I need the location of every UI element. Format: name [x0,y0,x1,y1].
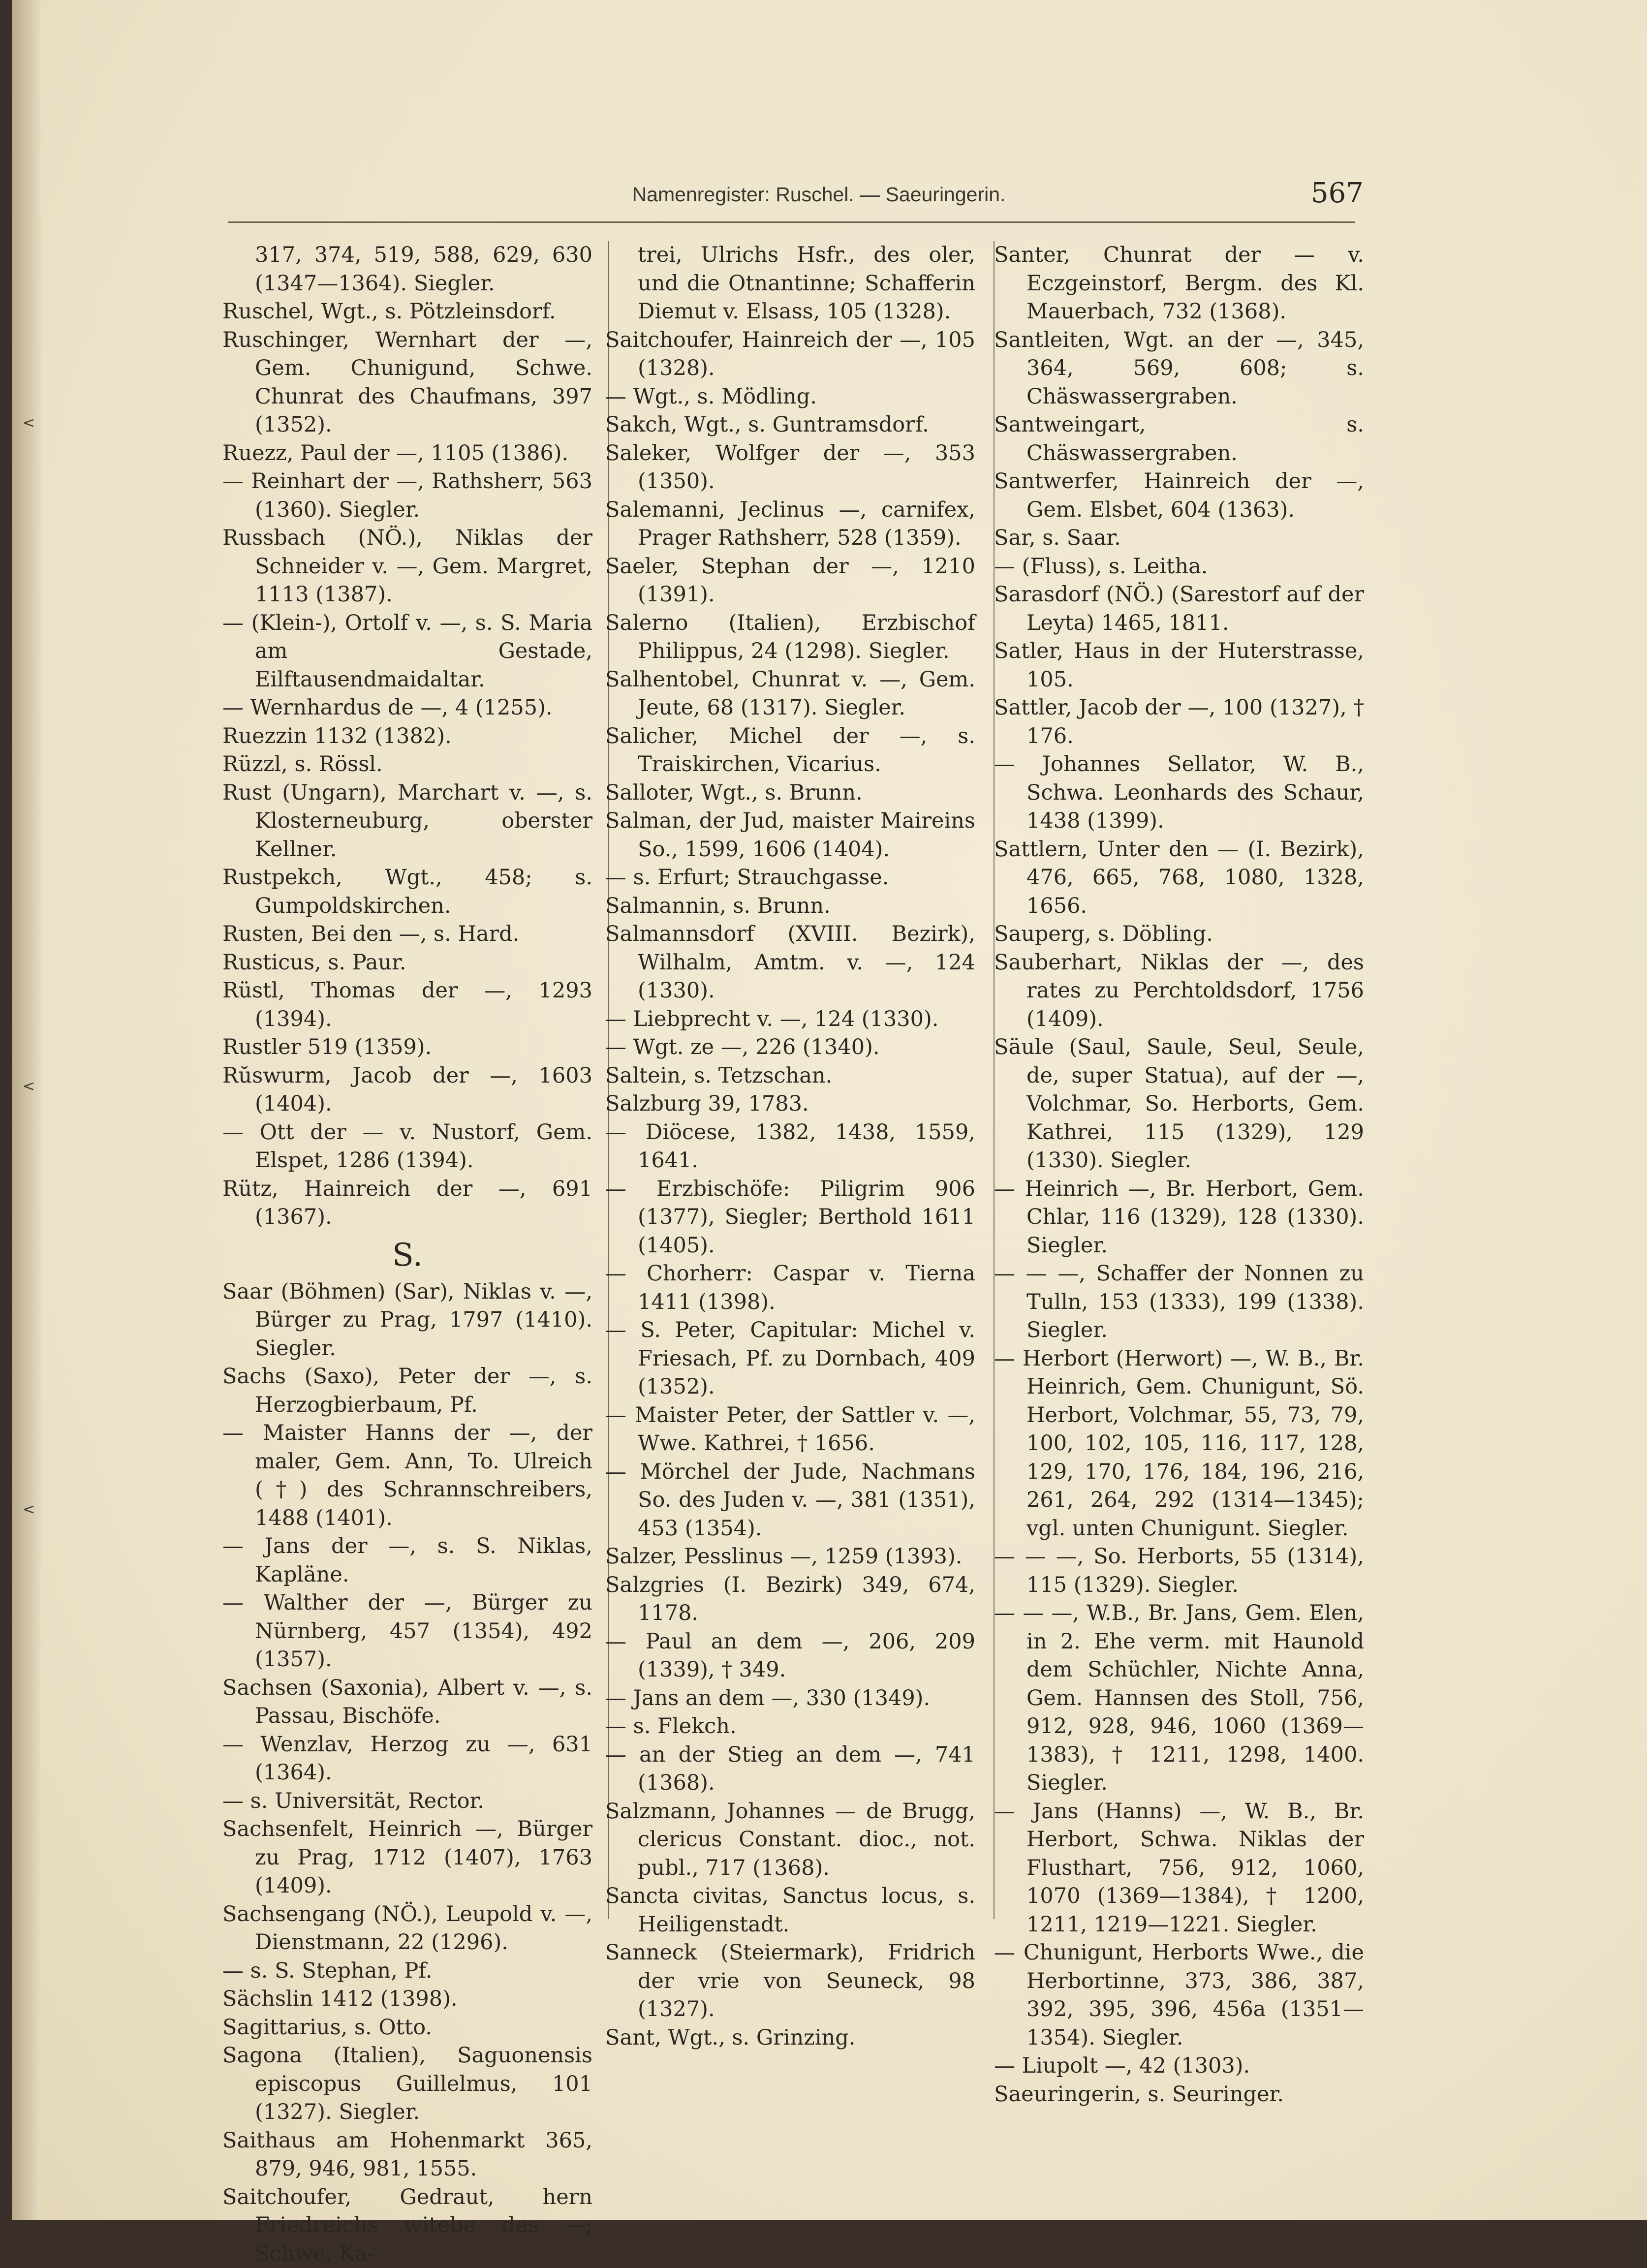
index-entry: Sattler, Jacob der —, 100 (1327), † 176. [994,694,1364,750]
index-entry: Sächslin 1412 (1398). [222,1985,592,2014]
index-entry: — Jans (Hanns) —, W. B., Br. Herbort, Schwa. Niklas der Flusthart, 756, 912, 1060, 1070 (1369—1384), † 1200, 1211, 1219—1221. Siegler. [994,1798,1364,1939]
index-entry: — — —, W.B., Br. Jans, Gem. Elen, in 2. Ehe verm. mit Haunold dem Schüchler, Nichte Anna, Gem. Hannsen des Stoll, 756, 912, 928, 946, 1060 (1369—1383), † 1211, 1298, 1400. Siegler. [994,1599,1364,1798]
index-entry: — Ott der — v. Nustorf, Gem. Elspet, 1286 (1394). [222,1118,592,1175]
index-entry: Säule (Saul, Saule, Seul, Seule, de, super Statua), auf der —, Volchmar, So. Herborts, Gem. Kathrei, 115 (1329), 129 (1330). Siegler. [994,1033,1364,1175]
index-entry: Sachs (Saxo), Peter der —, s. Herzogbierbaum, Pf. [222,1363,592,1419]
index-entry: — Liupolt —, 42 (1303). [994,2052,1364,2081]
index-entry: Saeuringerin, s. Seuringer. [994,2081,1364,2109]
column-2 [605,241,975,2052]
index-entry: Rusten, Bei den —, s. Hard. [222,920,592,949]
index-entry: — Walther der —, Bürger zu Nürnberg, 457 (1354), 492 (1357). [222,1589,592,1674]
index-entry: Rustler 519 (1359). [222,1033,592,1062]
index-entry: Saitchoufer, Hainreich der —, 105 (1328). [605,326,975,383]
index-entry: Salmannsdorf (XVIII. Bezirk), Wilhalm, Amtm. v. —, 124 (1330). [605,920,975,1005]
index-entry: Salhentobel, Chunrat v. —, Gem. Jeute, 68 (1317). Siegler. [605,666,975,722]
index-entry: Sant, Wgt., s. Grinzing. [605,2024,975,2052]
index-entry: Salerno (Italien), Erzbischof Philippus, 24 (1298). Siegler. [605,609,975,666]
index-entry: Sanneck (Steiermark), Fridrich der vrie von Seuneck, 98 (1327). [605,1939,975,2024]
index-entry: Saithaus am Hohenmarkt 365, 879, 946, 981, 1555. [222,2127,592,2183]
index-entry: Ruschinger, Wernhart der —, Gem. Chunigund, Schwe. Chunrat des Chaufmans, 397 (1352). [222,326,592,439]
index-entry: Sagona (Italien), Saguonensis episcopus Guillelmus, 101 (1327). Siegler. [222,2042,592,2127]
index-entry: Russbach (NÖ.), Niklas der Schneider v. —, Gem. Margret, 1113 (1387). [222,524,592,609]
index-entry: Salzburg 39, 1783. [605,1090,975,1118]
index-entry: Ruschel, Wgt., s. Pötzleinsdorf. [222,298,592,326]
index-entry: Sarasdorf (NÖ.) (Sarestorf auf der Leyta) 1465, 1811. [994,581,1364,637]
index-entry: — Jans an dem —, 330 (1349). [605,1684,975,1713]
margin-mark: < [23,1078,35,1095]
index-entry: Rütz, Hainreich der —, 691 (1367). [222,1175,592,1232]
index-entry: — Jans der —, s. S. Niklas, Kapläne. [222,1532,592,1589]
index-entry: — Wgt., s. Mödling. [605,383,975,411]
index-entry: — Maister Peter, der Sattler v. —, Wwe. Kathrei, † 1656. [605,1401,975,1458]
index-entry: Sar, s. Saar. [994,524,1364,553]
index-entry: Sachsengang (NÖ.), Leupold v. —, Dienstmann, 22 (1296). [222,1900,592,1957]
index-entry: Satler, Haus in der Huterstrasse, 105. [994,637,1364,694]
index-entry: — Paul an dem —, 206, 209 (1339), † 349. [605,1628,975,1684]
index-entry: — s. Flekch. [605,1712,975,1741]
index-entry: Sakch, Wgt., s. Guntramsdorf. [605,411,975,439]
index-entry: Sachsenfelt, Heinrich —, Bürger zu Prag, 1712 (1407), 1763 (1409). [222,1815,592,1900]
index-entry: — Diöcese, 1382, 1438, 1559, 1641. [605,1118,975,1175]
index-entry: — Heinrich —, Br. Herbort, Gem. Chlar, 116 (1329), 128 (1330). Siegler. [994,1175,1364,1260]
index-entry: — (Fluss), s. Leitha. [994,553,1364,581]
index-entry: Salman, der Jud, maister Maireins So., 1599, 1606 (1404). [605,807,975,864]
index-entry: Salloter, Wgt., s. Brunn. [605,779,975,808]
index-entry: Saltein, s. Tetzschan. [605,1062,975,1090]
index-entry: Santwerfer, Hainreich der —, Gem. Elsbet, 604 (1363). [994,467,1364,524]
index-entry: Sattlern, Unter den — (I. Bezirk), 476, 665, 768, 1080, 1328, 1656. [994,836,1364,921]
index-entry: — (Klein-), Ortolf v. —, s. S. Maria am Gestade, Eilftausendmaidaltar. [222,609,592,694]
index-entry: Rust (Ungarn), Marchart v. —, s. Klosterneuburg, oberster Kellner. [222,779,592,864]
index-entry: — Maister Hanns der —, der maler, Gem. Ann, To. Ulreich (†) des Schrannschreibers, 1488 (1401). [222,1419,592,1532]
index-entry: Sachsen (Saxonia), Albert v. —, s. Passau, Bischöfe. [222,1674,592,1731]
index-entry: — Chunigunt, Herborts Wwe., die Herbortinne, 373, 386, 387, 392, 395, 396, 456a (1351—1354). Siegler. [994,1939,1364,2052]
column-3 [994,241,1364,2109]
index-entry: — Wgt. ze —, 226 (1340). [605,1033,975,1062]
index-entry: Salemanni, Jeclinus —, carnifex, Prager Rathsherr, 528 (1359). [605,496,975,553]
index-entry: Santer, Chunrat der — v. Eczgeinstorf, Bergm. des Kl. Mauerbach, 732 (1368). [994,241,1364,326]
index-entry: — s. S. Stephan, Pf. [222,1957,592,1986]
index-entry: Ruezz, Paul der —, 1105 (1386). [222,439,592,468]
index-entry: Sauperg, s. Döbling. [994,920,1364,949]
index-entry: Rŭswurm, Jacob der —, 1603 (1404). [222,1062,592,1118]
margin-mark: < [23,414,35,432]
index-entry: — Wenzlav, Herzog zu —, 631 (1364). [222,1731,592,1787]
index-entry: Salzer, Pesslinus —, 1259 (1393). [605,1543,975,1571]
index-entry: Ruezzin 1132 (1382). [222,722,592,751]
index-entry: — Herbort (Herwort) —, W. B., Br. Heinrich, Gem. Chunigunt, Sö. Herbort, Volchmar, 55, 73, 79, 100, 102, 105, 116, 117, 128, 129, 170, 176, 184, 196, 216, 261, 264, 292 (1314—1345); vgl. unten Chunigunt. Siegler. [994,1345,1364,1543]
index-entry: Sancta civitas, Sanctus locus, s. Heiligenstadt. [605,1882,975,1939]
index-entry: — Wernhardus de —, 4 (1255). [222,694,592,722]
index-entry: Santweingart, s. Chäswassergraben. [994,411,1364,467]
index-entry: — Johannes Sellator, W. B., Schwa. Leonhards des Schaur, 1438 (1399). [994,750,1364,836]
index-entry: — Mörchel der Jude, Nachmans So. des Juden v. —, 381 (1351), 453 (1354). [605,1458,975,1543]
column-1 [222,241,592,2268]
index-entry: Saar (Böhmen) (Sar), Niklas v. —, Bürger zu Prag, 1797 (1410). Siegler. [222,1278,592,1363]
index-entry: Sauberhart, Niklas der —, des rates zu Perchtoldsdorf, 1756 (1409). [994,949,1364,1034]
index-entry: — s. Universität, Rector. [222,1787,592,1816]
index-entry: Saleker, Wolfger der —, 353 (1350). [605,439,975,496]
index-entry: Sagittarius, s. Otto. [222,2014,592,2042]
index-entry: Salzgries (I. Bezirk) 349, 674, 1178. [605,1571,975,1628]
book-spine-shadow [12,0,41,2220]
index-entry: Saitchoufer, Gedraut, hern Friedreichs witebe des —; Schwe. Ka- [222,2183,592,2268]
index-entry: Salicher, Michel der —, s. Traiskirchen, Vicarius. [605,722,975,779]
index-entry: — Chorherr: Caspar v. Tierna 1411 (1398). [605,1260,975,1316]
index-entry: trei, Ulrichs Hsfr., des oler, und die Otnantinne; Schafferin Diemut v. Elsass, 105 (1328). [605,241,975,326]
index-entry: — Erzbischöfe: Piligrim 906 (1377), Siegler; Berthold 1611 (1405). [605,1175,975,1260]
header-rule [228,221,1355,223]
section-letter-heading: S. [222,1236,592,1275]
index-entry: — an der Stieg an dem —, 741 (1368). [605,1741,975,1798]
running-head: Namenregister: Ruschel. — Saeuringerin. [573,183,1065,206]
index-entry: Rüzzl, s. Rössl. [222,750,592,779]
index-entry: — S. Peter, Capitular: Michel v. Friesach, Pf. zu Dornbach, 409 (1352). [605,1316,975,1401]
index-entry: 317, 374, 519, 588, 629, 630 (1347—1364). Siegler. [222,241,592,298]
index-entry: Rustpekch, Wgt., 458; s. Gumpoldskirchen. [222,864,592,920]
index-entry: — Reinhart der —, Rathsherr, 563 (1360). Siegler. [222,467,592,524]
index-entry: Salzmann, Johannes — de Brugg, clericus Constant. dioc., not. publ., 717 (1368). [605,1798,975,1883]
index-entry: Rüstl, Thomas der —, 1293 (1394). [222,977,592,1033]
index-entry: Saeler, Stephan der —, 1210 (1391). [605,553,975,609]
margin-mark: < [23,1501,35,1518]
index-entry: — — —, Schaffer der Nonnen zu Tulln, 153 (1333), 199 (1338). Siegler. [994,1260,1364,1345]
index-entry: — Liebprecht v. —, 124 (1330). [605,1005,975,1034]
index-entry: Salmannin, s. Brunn. [605,892,975,921]
scanned-page [12,0,1647,2220]
index-entry: Rusticus, s. Paur. [222,949,592,977]
index-entry: — s. Erfurt; Strauchgasse. [605,864,975,892]
page-number: 567 [1311,177,1364,209]
index-entry: — — —, So. Herborts, 55 (1314), 115 (1329). Siegler. [994,1543,1364,1599]
index-entry: Santleiten, Wgt. an der —, 345, 364, 569, 608; s. Chäswassergraben. [994,326,1364,411]
